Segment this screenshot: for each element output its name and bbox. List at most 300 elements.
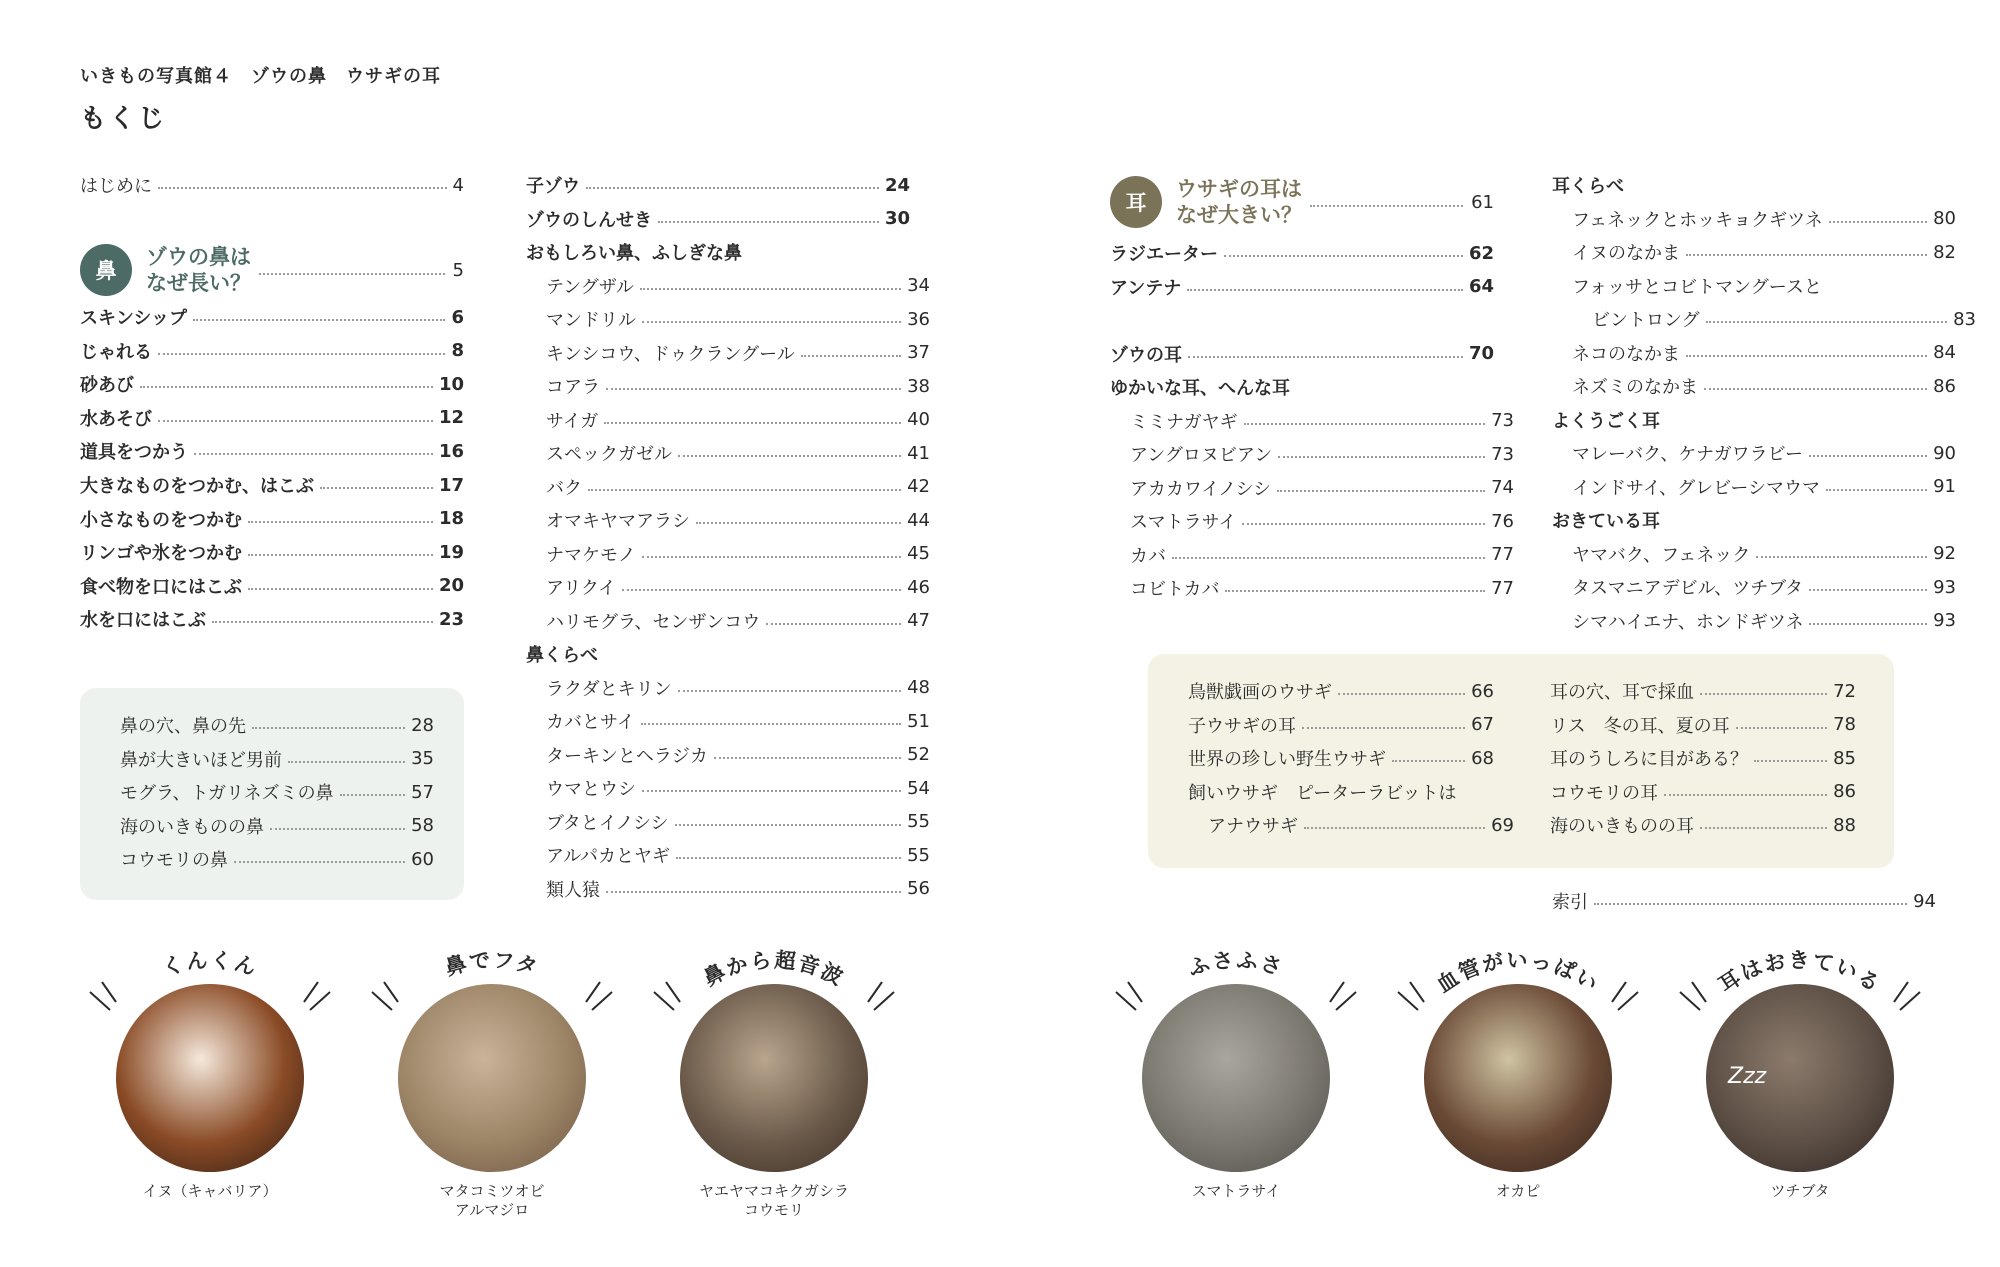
toc-entry-page: 17 (438, 474, 464, 496)
dot-leader (158, 353, 445, 355)
toc-entry[interactable] (1188, 676, 1494, 706)
toc-entry[interactable] (120, 844, 434, 874)
dot-leader (340, 794, 405, 796)
toc-entry[interactable] (526, 438, 930, 468)
toc-entry-page: 35 (411, 748, 434, 769)
dot-leader (248, 521, 433, 523)
toc-entry-page: 55 (907, 811, 930, 832)
toc-entry-label: 水あそび (80, 408, 152, 430)
toc-entry-page: 67 (1471, 714, 1494, 735)
accent-stroke (666, 982, 680, 1002)
toc-entry-page: 74 (1491, 477, 1514, 498)
toc-entry-intro[interactable] (80, 170, 464, 200)
toc-entry-label: コウモリの鼻 (120, 850, 228, 871)
okapi-photo (1424, 984, 1612, 1172)
photo-caption-line2: コウモリ (743, 1201, 804, 1219)
accent-stroke (1336, 992, 1356, 1010)
toc-entry-label: ラクダとキリン (546, 678, 672, 700)
toc-entry-label: マンドリル (546, 310, 636, 331)
dot-leader (1244, 423, 1485, 425)
photo-title-text: 血管がいっぱい (1432, 948, 1604, 998)
toc-entry-page: 41 (907, 442, 930, 464)
chapter-heading-nose[interactable] (80, 240, 464, 300)
toc-entry[interactable] (1110, 372, 1494, 402)
toc-entry-page: 93 (1933, 610, 1956, 631)
toc-entry-page: 83 (1953, 308, 1976, 330)
photo-title-text: くんくん (159, 947, 261, 981)
toc-entry[interactable] (80, 436, 464, 466)
toc-entry-page: 60 (411, 848, 434, 870)
chapter-title-line2: なぜ長い？ (146, 271, 251, 295)
chapter-title-line1: ゾウの鼻は (146, 245, 251, 269)
toc-entry[interactable] (1110, 473, 1514, 503)
dot-leader (1392, 760, 1465, 762)
dot-leader (641, 723, 901, 725)
toc-entry-label: 耳の穴、耳で採血 (1550, 682, 1694, 703)
toc-entry-label: アカカワイノシシ (1130, 478, 1272, 500)
toc-entry-label: アルパカとヤギ (546, 846, 671, 867)
dot-leader (248, 554, 433, 556)
dot-leader (1188, 356, 1463, 358)
dot-leader (658, 221, 879, 223)
toc-entry-page: 37 (907, 342, 930, 363)
toc-entry[interactable] (1188, 777, 1494, 807)
toc-entry[interactable] (1110, 339, 1494, 369)
toc-entry-page: 90 (1933, 442, 1956, 464)
toc-entry-page: 6 (451, 306, 464, 328)
toc-entry[interactable] (526, 405, 930, 435)
photo-title-text: 鼻から超音波 (699, 947, 849, 991)
accent-stroke (1398, 992, 1418, 1010)
toc-entry[interactable] (1552, 472, 1956, 502)
accent-stroke (384, 982, 398, 1002)
dot-leader (642, 321, 901, 323)
photo-caption-line1: オカピ (1495, 1182, 1541, 1200)
toc-entry-label: ゾウの耳 (1110, 344, 1182, 366)
toc-entry-index[interactable] (1552, 886, 1936, 916)
toc-entry-page: 46 (907, 576, 930, 598)
toc-entry[interactable] (1552, 438, 1956, 468)
photo-title-text: 鼻でフタ (442, 947, 542, 981)
chapter-page: 5 (452, 259, 464, 281)
chapter-title-line1: ウサギの耳は (1176, 177, 1302, 201)
accent-stroke (1680, 992, 1700, 1010)
dot-leader (320, 487, 433, 489)
toc-entry[interactable] (1552, 371, 1956, 401)
toc-entry-page: 38 (907, 375, 930, 397)
toc-entry[interactable] (526, 572, 930, 602)
dot-leader (1277, 490, 1485, 492)
dot-leader (252, 727, 405, 729)
accent-stroke (1330, 982, 1344, 1002)
toc-entry-page: 66 (1471, 680, 1494, 702)
toc-entry-label: ネコのなかま (1572, 343, 1680, 365)
toc-entry[interactable] (80, 470, 464, 500)
toc-entry-page: 77 (1491, 577, 1514, 599)
dot-leader (248, 588, 433, 590)
toc-entry[interactable] (1188, 710, 1494, 740)
toc-entry-label: はじめに (80, 176, 152, 197)
toc-entry-label: 鼻くらべ (526, 645, 598, 666)
bat-photo (680, 984, 868, 1172)
dot-leader (1704, 388, 1927, 390)
accent-stroke (1128, 982, 1142, 1002)
accent-stroke (1116, 992, 1136, 1010)
toc-entry-page: 82 (1933, 241, 1956, 263)
toc-entry-page: 78 (1833, 714, 1856, 735)
toc-entry-label: ネズミのなかま (1572, 377, 1698, 398)
toc-entry-page: 80 (1933, 208, 1956, 229)
photo-caption-line1: マタコミツオビ (439, 1182, 545, 1200)
toc-entry-page: 91 (1933, 476, 1956, 497)
toc-entry-label: 鳥獣戯画のウサギ (1188, 682, 1332, 703)
dot-leader (1224, 255, 1463, 257)
dot-leader (1664, 794, 1827, 796)
toc-entry[interactable] (1110, 540, 1514, 570)
dot-leader (194, 453, 433, 455)
accent-stroke (586, 982, 600, 1002)
dot-leader (801, 355, 901, 357)
accent-stroke (1900, 992, 1920, 1010)
toc-entry-page: 73 (1491, 443, 1514, 465)
toc-entry[interactable] (120, 811, 434, 841)
toc-entry-page: 84 (1933, 342, 1956, 363)
dot-leader (1242, 523, 1485, 525)
toc-entry-label: ビントロング (1592, 310, 1700, 331)
toc-entry[interactable] (80, 369, 464, 399)
toc-entry-page: 34 (907, 275, 930, 296)
dot-leader (1310, 205, 1463, 207)
rhino-photo (1142, 984, 1330, 1172)
toc-entry[interactable] (526, 338, 930, 368)
toc-entry-page: 64 (1468, 276, 1494, 297)
toc-entry[interactable] (80, 604, 464, 634)
toc-entry-page: 51 (907, 710, 930, 732)
dot-leader (714, 757, 901, 759)
toc-entry-label: 大きなものをつかむ、はこぶ (80, 476, 314, 497)
toc-entry-label: 耳のうしろに目がある？ (1550, 749, 1748, 770)
toc-entry[interactable] (1552, 237, 1956, 267)
toc-entry[interactable] (526, 304, 930, 334)
accent-stroke (1618, 992, 1638, 1010)
toc-entry-page: 92 (1933, 543, 1956, 564)
dot-leader (1225, 590, 1485, 592)
dot-leader (234, 861, 405, 863)
toc-entry[interactable] (526, 539, 930, 569)
toc-entry-label: ウマとウシ (546, 779, 636, 800)
toc-entry[interactable] (80, 504, 464, 534)
toc-entry[interactable] (1552, 271, 1956, 301)
toc-entry[interactable] (1552, 338, 1956, 368)
toc-entry[interactable] (1550, 810, 1856, 840)
toc-entry[interactable] (1110, 272, 1494, 302)
toc-entry[interactable] (526, 840, 930, 870)
photo-title-text: ふさふさ (1185, 947, 1287, 981)
toc-entry[interactable] (526, 371, 930, 401)
toc-entry[interactable] (1552, 539, 1956, 569)
toc-entry[interactable] (1552, 505, 1936, 535)
accent-stroke (1692, 982, 1706, 1002)
toc-entry-page: 4 (452, 174, 464, 196)
dot-leader (158, 420, 433, 422)
accent-stroke (1410, 982, 1424, 1002)
toc-entry-label: スマトラサイ (1130, 512, 1237, 533)
accent-stroke (304, 982, 318, 1002)
dot-leader (1278, 456, 1485, 458)
toc-entry-label: ナマケモノ (546, 544, 636, 566)
toc-entry-label: 耳くらべ (1552, 176, 1624, 197)
toc-entry[interactable] (80, 336, 464, 366)
svg-text:くんくん (160, 948, 261, 980)
toc-entry[interactable] (120, 777, 434, 807)
toc-entry-label: 水を口にはこぶ (80, 610, 206, 632)
svg-text:鼻でフタ (442, 948, 541, 980)
toc-entry-label: 鼻が大きいほど男前 (120, 749, 282, 771)
book-series-title: いきもの写真館４ ゾウの鼻 ウサギの耳 (80, 66, 441, 87)
dot-leader (586, 187, 879, 189)
toc-entry-label: 道具をつかう (80, 442, 188, 464)
dot-leader (158, 187, 447, 189)
toc-entry-page: 24 (884, 174, 910, 196)
toc-entry-page: 47 (907, 610, 930, 631)
toc-entry[interactable] (1550, 743, 1856, 773)
accent-stroke (372, 992, 392, 1010)
toc-entry-label: 子ゾウ (526, 176, 580, 197)
toc-entry[interactable] (1552, 572, 1956, 602)
toc-entry[interactable] (526, 740, 930, 770)
toc-entry-page: 18 (438, 508, 464, 530)
toc-entry-page: 30 (884, 208, 910, 229)
svg-text:ふさふさ (1186, 948, 1287, 980)
aardvark-photo (1706, 984, 1894, 1172)
dot-leader (606, 388, 901, 390)
photo-title-text: 耳はおきている (1714, 948, 1886, 998)
toc-entry[interactable] (526, 673, 930, 703)
toc-entry-label: 索引 (1552, 892, 1588, 913)
toc-entry-label: テングザル (546, 276, 634, 298)
toc-entry[interactable] (120, 744, 434, 774)
accent-stroke (310, 992, 330, 1010)
chapter-title (1176, 176, 1302, 228)
toc-entry-label: 世界の珍しい野生ウサギ (1188, 749, 1386, 770)
photo-caption (1116, 1182, 1356, 1201)
chapter-page: 61 (1471, 191, 1494, 213)
toc-entry-page: 86 (1833, 781, 1856, 802)
toc-entry[interactable] (526, 237, 910, 267)
toc-entry-label: ミミナガヤギ (1130, 411, 1238, 433)
toc-entry-label: キンシコウ、ドゥクラングール (546, 343, 795, 365)
toc-entry-label: カバとサイ (546, 712, 635, 733)
toc-entry-label: おきている耳 (1552, 511, 1660, 532)
dot-leader (642, 556, 901, 558)
toc-entry[interactable] (526, 773, 930, 803)
toc-entry-label: ゾウのしんせき (526, 209, 652, 231)
toc-entry-label: シマハイエナ、ホンドギツネ (1572, 611, 1804, 633)
toc-entry-page: 48 (907, 677, 930, 698)
toc-entry[interactable] (526, 874, 930, 904)
dot-leader (622, 589, 901, 591)
photo-caption-line1: スマトラサイ (1191, 1182, 1281, 1200)
toc-entry-page: 88 (1833, 814, 1856, 836)
toc-entry-label: じゃれる (80, 341, 152, 363)
toc-entry[interactable] (120, 710, 434, 740)
dot-leader (259, 273, 445, 275)
toc-entry-page: 8 (451, 340, 464, 362)
armadillo-photo (398, 984, 586, 1172)
toc-entry-label: リス 冬の耳、夏の耳 (1550, 715, 1730, 737)
dot-leader (642, 790, 901, 792)
toc-entry-label: 子ウサギの耳 (1188, 715, 1296, 737)
toc-entry[interactable] (80, 403, 464, 433)
dot-leader (288, 761, 405, 763)
toc-entry-page: 52 (907, 744, 930, 765)
toc-entry[interactable] (526, 505, 930, 535)
toc-entry-label: 食べ物を口にはこぶ (80, 576, 242, 598)
toc-entry-label: アングロヌビアン (1130, 445, 1273, 466)
dot-leader (766, 623, 901, 625)
toc-entry-page: 12 (438, 407, 464, 429)
chapter-heading-ear[interactable] (1110, 172, 1494, 232)
toc-entry-page: 86 (1933, 375, 1956, 397)
photo-caption (654, 1182, 894, 1220)
toc-entry[interactable] (1550, 777, 1856, 807)
toc-entry-label: よくうごく耳 (1552, 410, 1660, 432)
toc-entry-label: 類人猿 (546, 879, 600, 901)
toc-entry[interactable] (526, 204, 910, 234)
toc-entry-page: 28 (411, 714, 434, 736)
toc-entry[interactable] (526, 706, 930, 736)
toc-entry[interactable] (1110, 573, 1514, 603)
toc-entry-label: バク (546, 477, 582, 499)
toc-entry-page: 76 (1491, 510, 1514, 532)
accent-stroke (1612, 982, 1626, 1002)
dot-leader (1756, 556, 1927, 558)
toc-entry[interactable] (1550, 676, 1856, 706)
toc-entry-label: ゆかいな耳、へんな耳 (1110, 378, 1290, 399)
toc-entry-label: ブタとイノシシ (546, 812, 669, 834)
toc-entry-label: スキンシップ (80, 308, 188, 329)
photo-caption-line1: ヤエヤマコキクガシラ (698, 1182, 849, 1200)
toc-entry-label: 鼻の穴、鼻の先 (120, 716, 246, 737)
photo-caption (90, 1182, 330, 1201)
toc-entry[interactable] (1552, 170, 1936, 200)
chapter-title (146, 244, 251, 296)
toc-entry-label: サイガ (546, 410, 599, 432)
toc-entry[interactable] (1552, 204, 1956, 234)
dot-leader (1187, 289, 1463, 291)
dot-leader (676, 857, 901, 859)
page-title: もくじ (80, 104, 168, 134)
toc-entry[interactable] (1188, 810, 1514, 840)
dot-leader (1826, 489, 1927, 491)
toc-entry-label: オマキヤマアラシ (546, 511, 690, 532)
dot-leader (1809, 623, 1927, 625)
toc-entry-label: 小さなものをつかむ (80, 509, 242, 531)
toc-entry[interactable] (1552, 405, 1936, 435)
nose-badge: 鼻 (80, 244, 132, 296)
photo-caption (372, 1182, 612, 1220)
dot-leader (1829, 221, 1927, 223)
chapter-title-line2: なぜ大きい？ (1176, 203, 1302, 227)
toc-entry-page: 54 (907, 777, 930, 799)
toc-entry-page: 77 (1491, 544, 1514, 565)
dot-leader (270, 828, 405, 830)
toc-entry-label: アリクイ (546, 578, 617, 599)
toc-entry[interactable] (1110, 506, 1514, 536)
toc-entry-page: 40 (907, 409, 930, 430)
toc-entry[interactable] (526, 807, 930, 837)
accent-stroke (102, 982, 116, 1002)
toc-entry-label: リンゴや氷をつかむ (80, 543, 242, 565)
toc-entry-page: 58 (411, 815, 434, 836)
toc-entry[interactable] (1552, 606, 1956, 636)
accent-stroke (592, 992, 612, 1010)
dot-leader (606, 891, 901, 893)
toc-entry[interactable] (526, 472, 930, 502)
zzz-label: Zzz (1728, 1064, 1767, 1089)
toc-entry-label: ターキンとヘラジカ (546, 745, 708, 767)
toc-entry[interactable] (1110, 406, 1514, 436)
toc-entry-label: ヤマバク、フェネック (1572, 544, 1751, 566)
photo-caption (1398, 1182, 1638, 1201)
dot-leader (1809, 455, 1927, 457)
toc-entry[interactable] (1110, 238, 1494, 268)
toc-entry-page: 68 (1471, 747, 1494, 769)
dot-leader (588, 489, 901, 491)
toc-entry-label: イヌのなかま (1572, 243, 1680, 264)
toc-entry[interactable] (526, 271, 930, 301)
toc-entry[interactable] (526, 606, 930, 636)
toc-entry-label: コウモリの耳 (1550, 782, 1658, 804)
toc-entry-label: タスマニアデビル、ツチブタ (1572, 578, 1803, 599)
toc-entry-label: コアラ (546, 377, 600, 398)
toc-entry[interactable] (526, 639, 910, 669)
dot-leader (1686, 355, 1927, 357)
ear-sidebar-box (1148, 654, 1894, 868)
accent-stroke (874, 992, 894, 1010)
photo-caption-line2: アルマジロ (454, 1201, 530, 1219)
toc-entry-label: おもしろい鼻、ふしぎな鼻 (526, 243, 742, 264)
dot-leader (1754, 760, 1827, 762)
toc-entry-label: ラジエーター (1110, 244, 1218, 265)
dot-leader (678, 690, 901, 692)
toc-entry[interactable] (1550, 710, 1856, 740)
dot-leader (696, 522, 901, 524)
toc-entry-label: フェネックとホッキョクギツネ (1572, 209, 1823, 231)
toc-entry[interactable] (1552, 304, 1976, 334)
toc-entry-label: マレーバク、ケナガワラビー (1572, 444, 1803, 465)
toc-entry[interactable] (80, 571, 464, 601)
toc-entry[interactable] (1188, 743, 1494, 773)
toc-entry-label: ハリモグラ、センザンコウ (546, 611, 761, 633)
toc-column-3 (1110, 170, 1514, 630)
toc-column-2 (526, 170, 930, 910)
toc-entry[interactable] (526, 170, 910, 200)
toc-entry[interactable] (1110, 439, 1514, 469)
toc-entry-page: 69 (1491, 814, 1514, 836)
dot-leader (1172, 557, 1485, 559)
toc-entry-page: 73 (1491, 410, 1514, 431)
dog-photo (116, 984, 304, 1172)
toc-entry[interactable] (80, 302, 464, 332)
dot-leader (193, 319, 445, 321)
toc-entry-page: 55 (907, 844, 930, 866)
toc-entry-page: 57 (411, 781, 434, 803)
toc-entry[interactable] (80, 537, 464, 567)
toc-entry-page: 44 (907, 509, 930, 531)
toc-entry-page: 62 (1468, 242, 1494, 264)
toc-entry-page: 72 (1833, 680, 1856, 702)
